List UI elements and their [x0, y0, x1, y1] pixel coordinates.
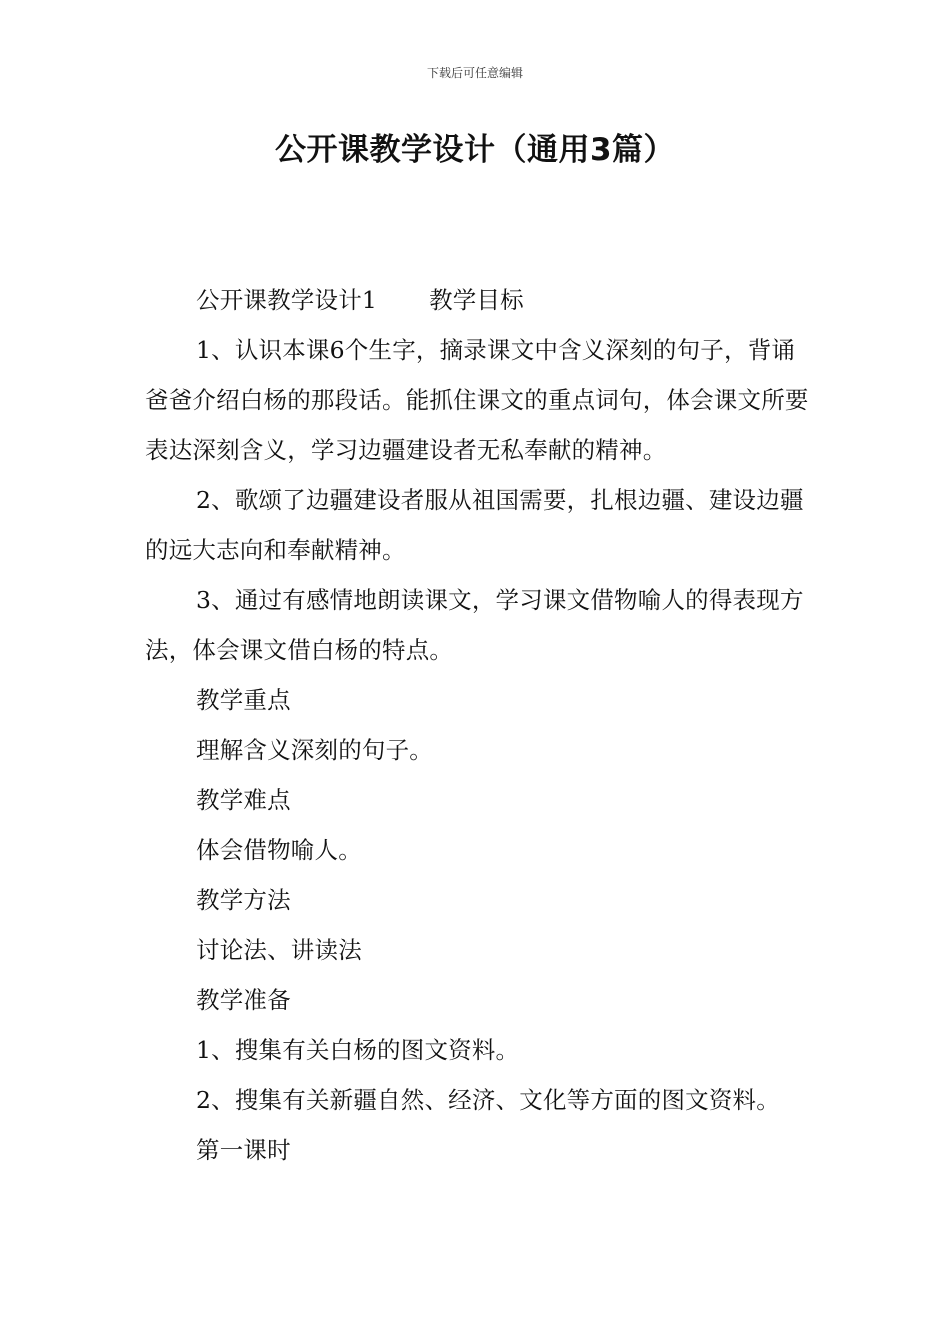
- subheading: 教学方法: [196, 886, 291, 914]
- paragraph: 1、认识本课6个生字，摘录课文中含义深刻的句子，背诵爸爸介绍白杨的那段话。能抓住课文的重点词句，体会课文所要表达深刻含义，学习边疆建设者无私奉献的精神。: [145, 336, 809, 464]
- header-note: 下载后可任意编辑: [426, 66, 523, 80]
- document-body: [145, 275, 810, 1175]
- paragraph: 2、歌颂了边疆建设者服从祖国需要，扎根边疆、建设边疆的远大志向和奉献精神。: [145, 486, 804, 564]
- subheading: 第一课时: [196, 1136, 291, 1164]
- section-heading: 教学目标: [429, 286, 524, 314]
- paragraph: 理解含义深刻的句子。: [196, 736, 433, 764]
- list-item: 1、搜集有关白杨的图文资料。: [196, 1036, 520, 1064]
- subheading: 教学重点: [196, 686, 291, 714]
- subheading: 教学难点: [196, 786, 291, 814]
- paragraph: 体会借物喻人。: [196, 836, 362, 864]
- section-title: 公开课教学设计1: [196, 286, 378, 314]
- list-item: 2、搜集有关新疆自然、经济、文化等方面的图文资料。: [196, 1086, 780, 1114]
- document-title: 公开课教学设计（通用3篇）: [274, 132, 676, 168]
- paragraph: 3、通过有感情地朗读课文，学习课文借物喻人的得表现方法，体会课文借白杨的特点。: [145, 586, 804, 664]
- section-title-line: [145, 275, 810, 325]
- subheading: 教学准备: [196, 986, 291, 1014]
- paragraph: 讨论法、讲读法: [196, 936, 362, 964]
